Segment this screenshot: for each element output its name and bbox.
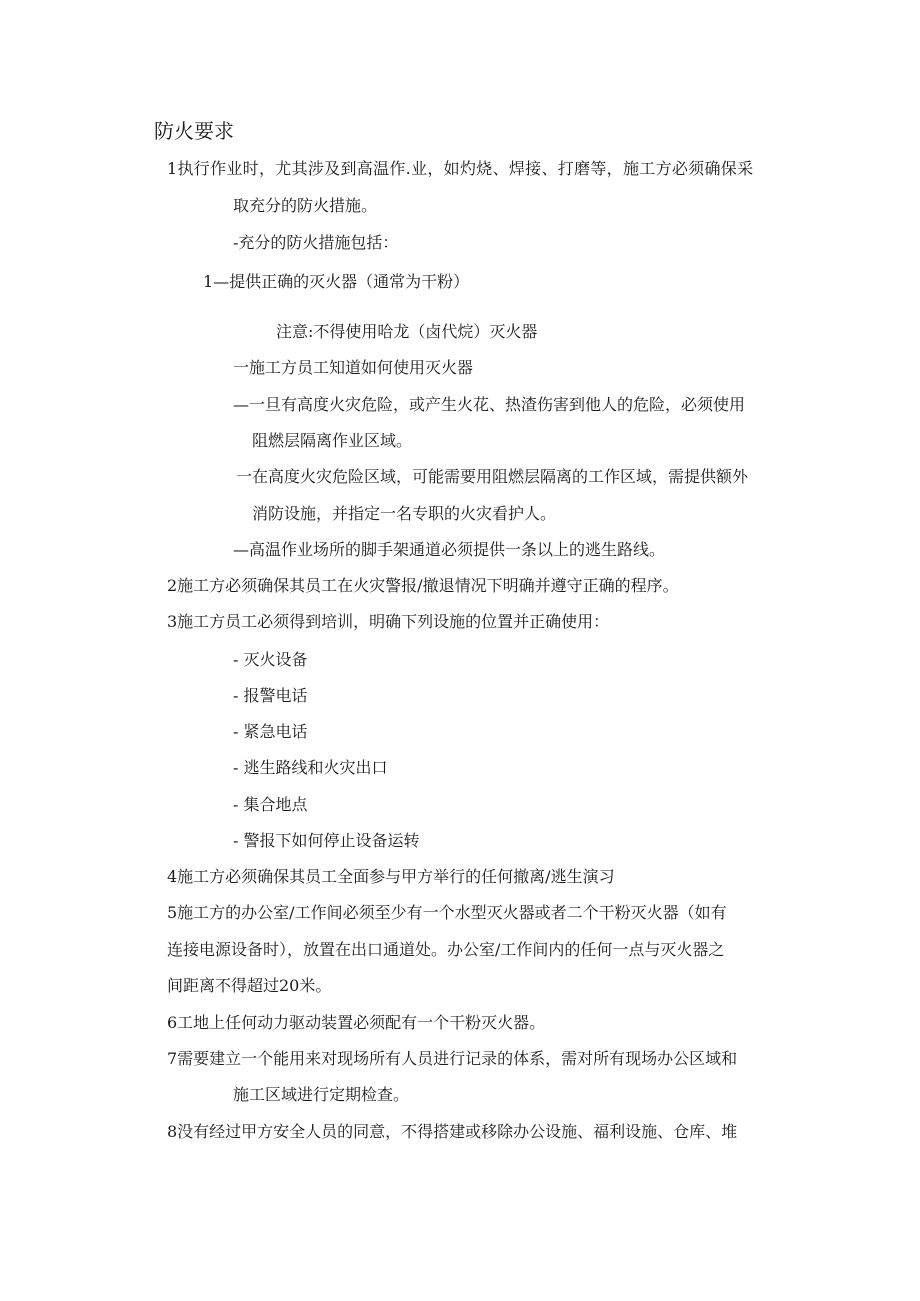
paragraph-1-line-2: 取充分的防火措施。: [233, 196, 378, 215]
measure-fire-watch-line-2: 消防设施，并指定一名专职的火灾看护人。: [252, 504, 557, 523]
list-item-extinguisher: - 灭火设备: [233, 650, 308, 669]
paragraph-6: 6工地上任何动力驱动装置必须配有一个干粉灭火器。: [167, 1013, 546, 1032]
measure-fire-watch-line-1: 一在高度火灾危险区域，可能需要用阻燃层隔离的工作区域，需提供额外: [236, 467, 749, 486]
paragraph-7-line-2: 施工区域进行定期检查。: [233, 1085, 410, 1104]
measure-training: 一施工方员工知道如何使用灭火器: [233, 358, 474, 377]
paragraph-8-line-1: 8没有经过甲方安全人员的同意，不得搭建或移除办公设施、福利设施、仓库、堆: [167, 1122, 738, 1141]
paragraph-5-line-1: 5施工方的办公室/工作间必须至少有一个水型灭火器或者二个干粉灭火器（如有: [167, 903, 727, 922]
paragraph-2: 2施工方必须确保其员工在火灾警报/撤退情况下明确并遵守正确的程序。: [167, 576, 679, 595]
measure-escape-route: —高温作业场所的脚手架通道必须提供一条以上的逃生路线。: [233, 540, 666, 559]
list-item-emergency-phone: - 紧急电话: [233, 722, 308, 741]
paragraph-7-line-1: 7需要建立一个能用来对现场所有人员进行记录的体系，需对所有现场办公区域和: [167, 1049, 738, 1068]
paragraph-5-line-3: 间距离不得超过20米。: [167, 976, 332, 995]
measure-fire-barrier-line-1: —一旦有高度火灾危险，或产生火花、热渣伤害到他人的危险，必须使用: [233, 395, 746, 414]
note-halon: 注意:不得使用哈龙（卤代烷）灭火器: [276, 322, 538, 341]
list-item-escape-exit: - 逃生路线和火灾出口: [233, 758, 388, 777]
measures-intro: -充分的防火措施包括：: [233, 233, 399, 252]
list-item-stop-equipment: - 警报下如何停止设备运转: [233, 831, 420, 850]
page-title: 防火要求: [154, 119, 234, 143]
measure-fire-barrier-line-2: 阻燃层隔离作业区域。: [252, 431, 413, 450]
paragraph-5-line-2: 连接电源设备时），放置在出口通道处。办公室/工作间内的任何一点与灭火器之: [167, 940, 725, 959]
paragraph-4: 4施工方必须确保其员工全面参与甲方举行的任何撤离/逃生演习: [167, 867, 615, 886]
list-item-alarm-phone: - 报警电话: [233, 686, 308, 705]
paragraph-1-line-1: 1执行作业时，尤其涉及到高温作.业，如灼烧、焊接、打磨等，施工方必须确保采: [167, 159, 754, 178]
list-item-assembly-point: - 集合地点: [233, 795, 308, 814]
paragraph-3: 3施工方员工必须得到培训，明确下列设施的位置并正确使用：: [167, 612, 610, 631]
measure-extinguisher: 1—提供正确的灭火器（通常为干粉）: [203, 272, 470, 291]
